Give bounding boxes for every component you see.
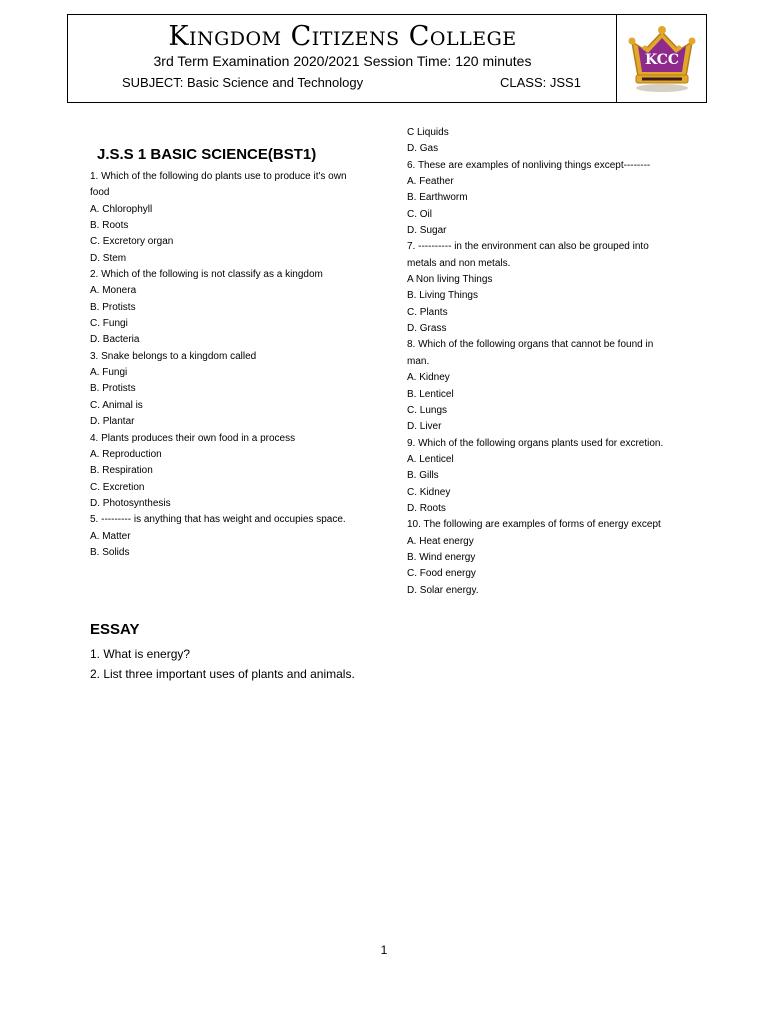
question-line: 3. Snake belongs to a kingdom called (90, 350, 257, 362)
question-line: C. Excretory organ (90, 236, 174, 248)
question-line: C. Lungs (407, 404, 448, 416)
question-line: D. Gas (407, 143, 439, 155)
question-line: B. Respiration (90, 465, 153, 477)
question-line: B. Protists (90, 301, 136, 313)
question-line: D. Stem (90, 252, 127, 264)
college-name: Kingdom Citizens College (168, 21, 517, 52)
question-line: C. Plants (407, 306, 448, 318)
college-crown-logo (624, 20, 700, 96)
question-line: B. Wind energy (407, 551, 476, 563)
question-line: A Non living Things (407, 274, 493, 286)
page-number: 1 (380, 943, 388, 957)
question-line: A. Feather (407, 176, 454, 188)
header-text-cell (68, 15, 617, 102)
question-line: D. Bacteria (90, 334, 140, 346)
question-line: 1. Which of the following do plants use to produce it's own (90, 171, 347, 182)
question-line: metals and non metals. (407, 257, 511, 269)
question-line: A. Matter (90, 530, 131, 542)
essay-title: ESSAY (90, 621, 140, 638)
questions-left-column (90, 169, 380, 561)
questions-right-column (407, 125, 707, 599)
question-line: B. Protists (90, 383, 136, 395)
question-line: D. Solar energy. (407, 584, 479, 596)
question-line: C. Kidney (407, 486, 451, 498)
question-line: C. Excretion (90, 481, 145, 493)
question-line: B. Lenticel (407, 388, 454, 400)
question-line: A. Monera (90, 285, 137, 297)
question-line: B. Gills (407, 470, 439, 482)
essay-questions (90, 645, 355, 684)
question-line: 10. The following are examples of forms of energy except (407, 519, 661, 531)
question-line: C. Fungi (90, 318, 128, 330)
question-line: D. Grass (407, 323, 447, 335)
question-line: A. Heat energy (407, 535, 474, 547)
question-line: 2. Which of the following is not classify as a kingdom (90, 269, 323, 281)
subject-label: SUBJECT: Basic Science and Technology (122, 75, 364, 90)
essay-question: 1. What is energy? (90, 647, 191, 661)
essay-question: 2. List three important uses of plants and animals. (90, 666, 355, 681)
question-line: C. Food energy (407, 568, 476, 580)
question-line: A. Reproduction (90, 448, 162, 460)
question-line: 5. --------- is anything that has weight and occupies space. (90, 514, 346, 526)
question-line: B. Earthworm (407, 192, 468, 204)
question-line: B. Living Things (407, 290, 478, 302)
question-line: A. Lenticel (407, 453, 454, 465)
question-line: 7. ---------- in the environment can also be grouped into (407, 241, 649, 253)
question-line: D. Sugar (407, 225, 447, 237)
question-line: D. Roots (407, 502, 446, 514)
section-title: J.S.S 1 BASIC SCIENCE(BST1) (97, 146, 317, 163)
question-line: D. Photosynthesis (90, 497, 171, 509)
class-label: CLASS: JSS1 (500, 75, 581, 90)
question-line: C Liquids (407, 127, 449, 138)
question-line: B. Solids (90, 546, 130, 558)
question-line: 6. These are examples of nonliving things except-------- (407, 159, 651, 171)
question-line: B. Roots (90, 220, 129, 232)
question-line: food (90, 187, 110, 199)
exam-session-line: 3rd Term Examination 2020/2021 Session Time: 120 minutes (153, 53, 532, 69)
logo-initials: KCC (644, 52, 680, 68)
question-line: D. Plantar (90, 416, 135, 428)
question-line: A. Chlorophyll (90, 203, 153, 215)
question-line: 8. Which of the following organs that cannot be found in (407, 339, 654, 351)
question-line: A. Kidney (407, 372, 450, 384)
question-line: 4. Plants produces their own food in a process (90, 432, 296, 444)
question-line: man. (407, 355, 430, 367)
question-line: C. Animal is (90, 399, 143, 411)
question-line: D. Liver (407, 421, 442, 433)
question-line: 9. Which of the following organs plants used for excretion. (407, 437, 664, 449)
question-line: C. Oil (407, 208, 432, 220)
exam-header (67, 14, 707, 103)
question-line: A. Fungi (90, 367, 128, 379)
